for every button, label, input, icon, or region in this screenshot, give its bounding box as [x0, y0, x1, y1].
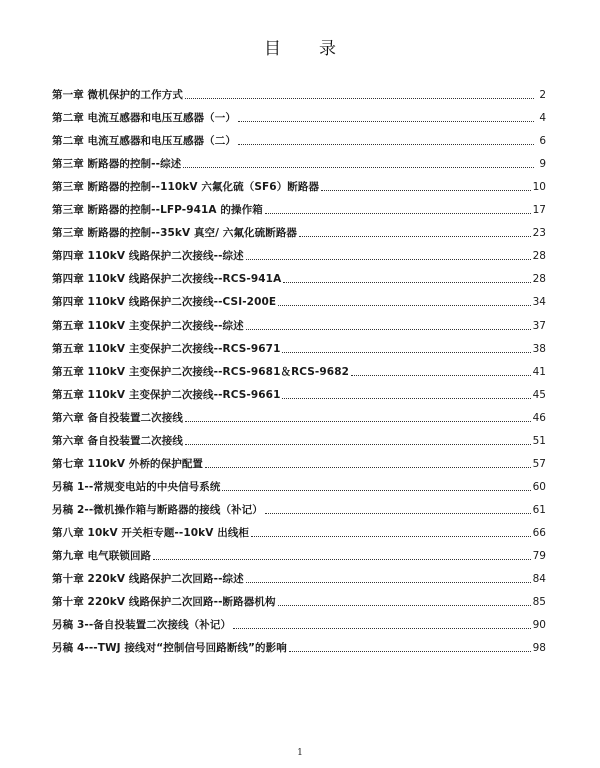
title-char-2: 录: [319, 39, 336, 59]
toc-entry-page: 10: [532, 181, 546, 194]
dot-leader: [246, 328, 531, 330]
toc-entry-page: 4: [539, 112, 546, 125]
toc-entry-page: 79: [532, 549, 546, 562]
toc-entry[interactable]: [52, 124, 546, 147]
toc-entry[interactable]: [52, 193, 546, 216]
dot-leader: [153, 558, 530, 560]
toc-entry-title: 第七章 110kV 外桥的保护配置: [52, 457, 204, 470]
table-of-contents: [52, 78, 546, 654]
dot-leader: [278, 304, 530, 306]
toc-entry-title: 第一章 微机保护的工作方式: [52, 89, 183, 102]
toc-entry-page: 2: [539, 89, 546, 102]
dot-leader: [299, 235, 531, 237]
dot-leader: [321, 189, 531, 191]
toc-entry-title: 第六章 备自投装置二次接线: [52, 434, 183, 447]
toc-entry-page: 6: [539, 135, 546, 148]
toc-entry[interactable]: [52, 101, 546, 124]
toc-entry-page: 28: [532, 250, 546, 263]
toc-entry-title: 第四章 110kV 线路保护二次接线--CSI-200E: [52, 296, 277, 309]
toc-entry[interactable]: [52, 378, 546, 401]
toc-entry[interactable]: [52, 539, 546, 562]
toc-entry[interactable]: [52, 608, 546, 631]
toc-entry[interactable]: [52, 401, 546, 424]
dot-leader: [282, 397, 530, 399]
toc-entry-title: 第二章 电流互感器和电压互感器（一）: [52, 112, 236, 125]
title-char-1: 目: [264, 39, 281, 59]
toc-entry[interactable]: [52, 470, 546, 493]
toc-entry[interactable]: [52, 585, 546, 608]
toc-entry-title: 第三章 断路器的控制--35kV 真空/ 六氟化硫断路器: [52, 227, 298, 240]
toc-entry-title: 第四章 110kV 线路保护二次接线--综述: [52, 250, 244, 263]
toc-entry-page: 51: [532, 434, 546, 447]
toc-entry-page: 84: [532, 573, 546, 586]
toc-entry-title: 另稿 4---TWJ 接线对“控制信号回路断线”的影响: [52, 642, 287, 655]
toc-entry-page: 38: [532, 342, 546, 355]
toc-entry[interactable]: [52, 285, 546, 308]
toc-entry-title: 第三章 断路器的控制--综述: [52, 158, 182, 171]
toc-entry[interactable]: [52, 308, 546, 331]
toc-entry[interactable]: [52, 332, 546, 355]
toc-entry-title: 第三章 断路器的控制--LFP-941A 的操作箱: [52, 204, 263, 217]
toc-entry-title: 第五章 110kV 主变保护二次接线--RCS-9661: [52, 388, 281, 401]
toc-entry-title: 另稿 3--备自投装置二次接线（补记）: [52, 619, 232, 632]
dot-leader: [183, 166, 534, 168]
toc-entry-page: 66: [532, 526, 546, 539]
toc-entry-page: 85: [532, 596, 546, 609]
page-number: 1: [297, 748, 303, 758]
toc-entry-page: 60: [532, 480, 546, 493]
toc-entry-title: 第四章 110kV 线路保护二次接线--RCS-941A: [52, 273, 282, 286]
dot-leader: [238, 120, 534, 122]
toc-entry-title: 第九章 电气联锁回路: [52, 549, 152, 562]
dot-leader: [251, 535, 531, 537]
toc-entry[interactable]: [52, 147, 546, 170]
toc-entry[interactable]: [52, 170, 546, 193]
dot-leader: [233, 627, 531, 629]
dot-leader: [185, 420, 531, 422]
toc-entry[interactable]: [52, 562, 546, 585]
toc-entry[interactable]: [52, 239, 546, 262]
dot-leader: [289, 650, 531, 652]
toc-entry-page: 28: [532, 273, 546, 286]
toc-entry[interactable]: [52, 447, 546, 470]
dot-leader: [278, 604, 531, 606]
toc-entry-title: 第二章 电流互感器和电压互感器（二）: [52, 135, 236, 148]
dot-leader: [222, 489, 530, 491]
dot-leader: [238, 143, 534, 145]
toc-entry-title: 第五章 110kV 主变保护二次接线--综述: [52, 319, 244, 332]
toc-entry-page: 41: [532, 365, 546, 378]
dot-leader: [185, 443, 531, 445]
toc-entry-page: 23: [532, 227, 546, 240]
toc-entry-title: 第六章 备自投装置二次接线: [52, 411, 183, 424]
toc-entry[interactable]: [52, 262, 546, 285]
toc-entry-page: 57: [532, 457, 546, 470]
toc-entry-page: 90: [532, 619, 546, 632]
toc-entry[interactable]: [52, 516, 546, 539]
toc-entry[interactable]: [52, 78, 546, 101]
toc-entry-page: 98: [532, 642, 546, 655]
toc-entry-page: 61: [532, 503, 546, 516]
toc-entry-title: 第三章 断路器的控制--110kV 六氟化硫（SF6）断路器: [52, 181, 320, 194]
toc-entry-title: 第八章 10kV 开关柜专题--10kV 出线柜: [52, 526, 250, 539]
toc-entry-title: 另稿 2--微机操作箱与断路器的接线（补记）: [52, 503, 263, 516]
toc-entry-title: 第十章 220kV 线路保护二次回路--综述: [52, 573, 244, 586]
toc-entry-page: 37: [532, 319, 546, 332]
toc-entry-title: 第十章 220kV 线路保护二次回路--断路器机构: [52, 596, 276, 609]
dot-leader: [185, 97, 534, 99]
toc-entry-page: 9: [539, 158, 546, 171]
toc-entry[interactable]: [52, 631, 546, 654]
dot-leader: [282, 351, 530, 353]
toc-entry-title: 第五章 110kV 主变保护二次接线--RCS-9671: [52, 342, 281, 355]
toc-entry-page: 17: [532, 204, 546, 217]
dot-leader: [265, 212, 531, 214]
dot-leader: [246, 258, 531, 260]
toc-entry[interactable]: [52, 424, 546, 447]
toc-entry[interactable]: [52, 216, 546, 239]
dot-leader: [205, 466, 531, 468]
toc-entry-page: 46: [532, 411, 546, 424]
toc-entry-page: 34: [532, 296, 546, 309]
toc-entry[interactable]: [52, 493, 546, 516]
page-title: [0, 34, 600, 59]
toc-entry[interactable]: [52, 355, 546, 378]
toc-entry-title: 第五章 110kV 主变保护二次接线--RCS-9681＆RCS-9682: [52, 365, 350, 378]
dot-leader: [283, 281, 530, 283]
dot-leader: [246, 581, 531, 583]
toc-entry-title: 另稿 1--常规变电站的中央信号系统: [52, 480, 221, 493]
toc-entry-page: 45: [532, 388, 546, 401]
dot-leader: [265, 512, 531, 514]
dot-leader: [351, 374, 531, 376]
